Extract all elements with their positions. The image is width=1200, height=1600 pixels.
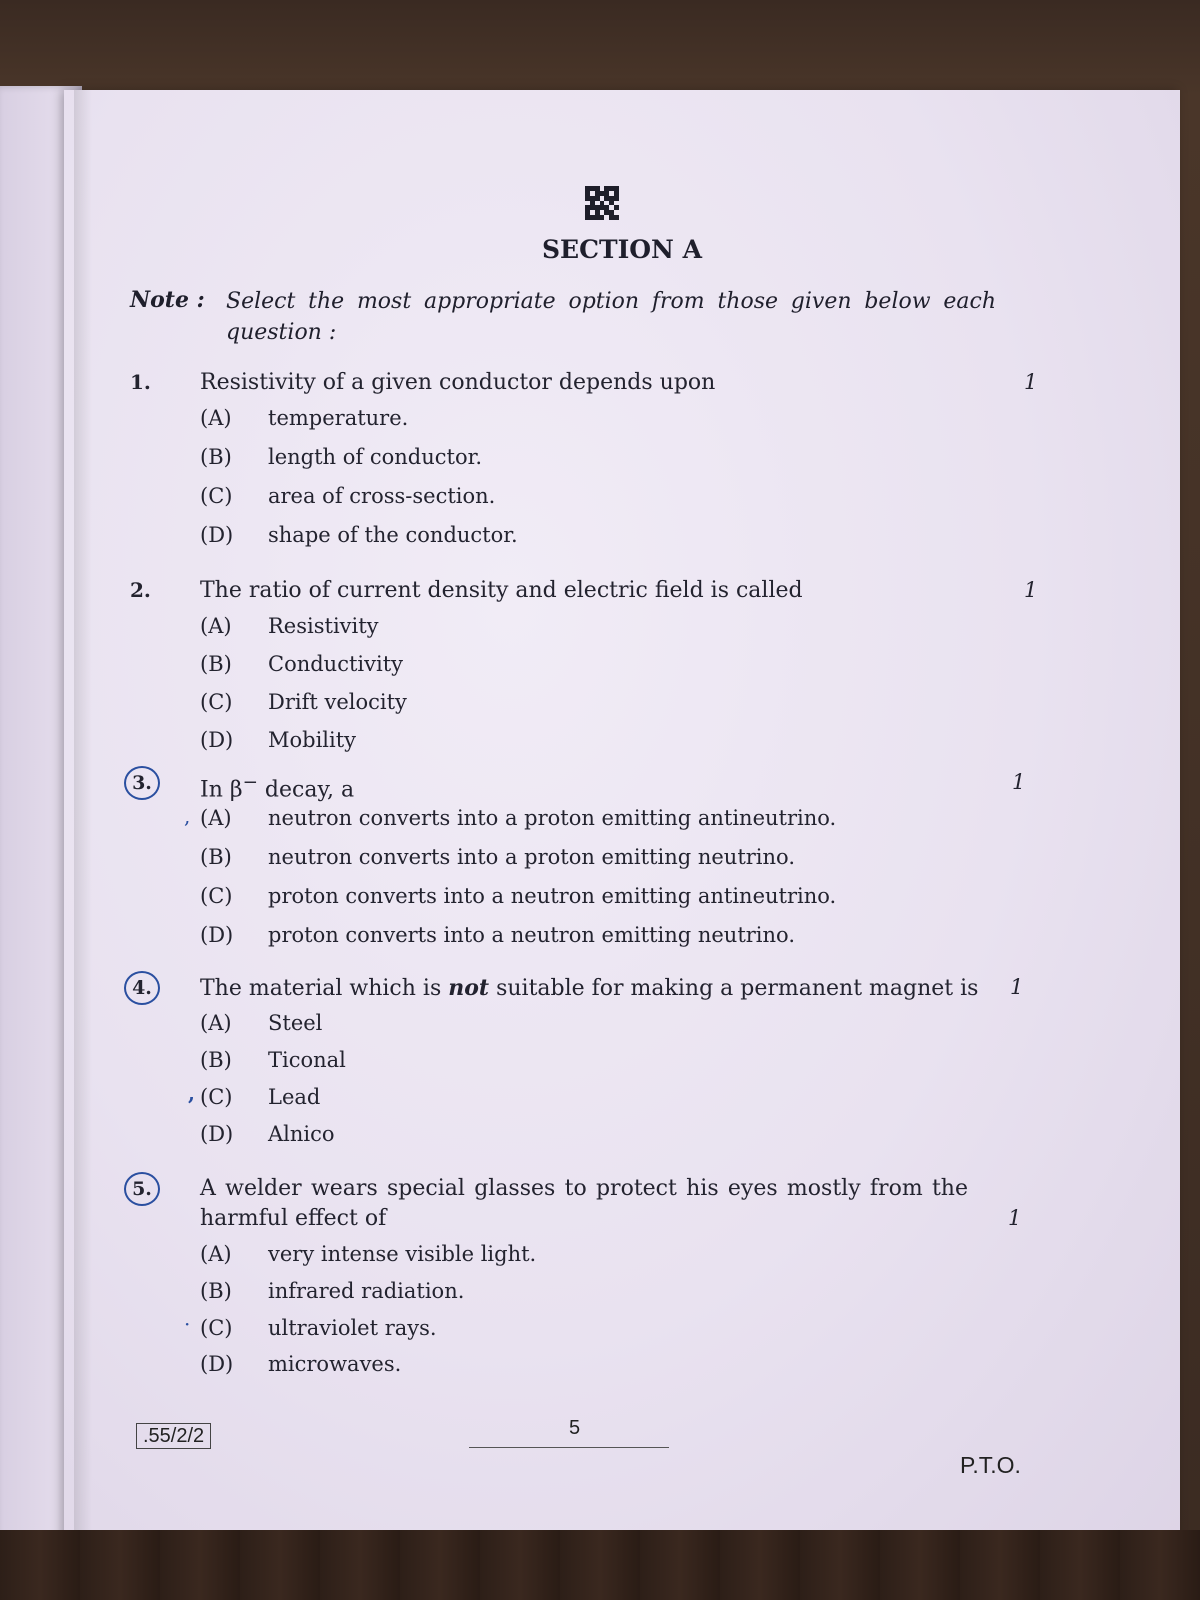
option-label: (C) <box>200 884 233 908</box>
question-number: 2. <box>130 578 151 602</box>
option-label: (B) <box>200 445 232 469</box>
option-text: neutron converts into a proton emitting neutrino. <box>268 845 795 869</box>
question-marks: 1 <box>1010 975 1024 999</box>
option-text: temperature. <box>268 406 409 430</box>
option-c <box>200 1316 437 1340</box>
question-text-before: The material which is <box>200 976 449 1001</box>
option-a <box>200 406 408 430</box>
question-text-prefix: In β <box>200 777 243 803</box>
option-label: (D) <box>200 523 234 547</box>
option-a <box>200 1011 322 1035</box>
option-text: Lead <box>268 1085 321 1109</box>
option-text: microwaves. <box>268 1352 402 1376</box>
question-number: 4. <box>124 971 160 1005</box>
question-marks: 1 <box>1024 578 1038 602</box>
question-text-after: suitable for making a permanent magnet is <box>489 976 979 1001</box>
option-label: (B) <box>200 652 232 676</box>
option-label: (B) <box>200 845 232 869</box>
option-text: length of conductor. <box>268 445 482 469</box>
option-a <box>200 614 379 638</box>
question-text <box>200 973 990 1004</box>
question-text-emphasis: not <box>448 975 490 1001</box>
question-number: 1. <box>130 370 151 394</box>
option-label: (D) <box>200 1352 234 1376</box>
question-text: Resistivity of a given conductor depends upon <box>200 370 716 395</box>
pto-label: P.T.O. <box>960 1452 1021 1478</box>
option-label: (D) <box>200 1122 234 1146</box>
option-d <box>200 523 518 547</box>
option-b <box>200 845 795 869</box>
question-text-suffix: decay, a <box>257 777 355 803</box>
option-b <box>200 445 482 469</box>
option-label: (C) <box>200 690 233 714</box>
option-text: Alnico <box>268 1122 335 1146</box>
option-label: (B) <box>200 1279 232 1303</box>
question-marks: 1 <box>1008 1206 1022 1230</box>
pen-tick-mark: · <box>184 1312 191 1336</box>
option-c <box>200 690 407 714</box>
option-b <box>200 652 403 676</box>
table-surface <box>0 1530 1200 1600</box>
question-text: A welder wears special glasses to protect his eyes mostly from the harmful effect of <box>200 1176 968 1231</box>
option-text: Mobility <box>268 728 357 752</box>
option-label: (A) <box>200 406 232 430</box>
option-text: Conductivity <box>268 652 404 676</box>
option-a <box>200 806 836 830</box>
option-label: (D) <box>200 923 234 947</box>
option-text: Steel <box>268 1011 323 1035</box>
option-c <box>200 1085 320 1109</box>
beta-minus-superscript: − <box>242 772 258 793</box>
option-text: proton converts into a neutron emitting neutrino. <box>268 923 795 947</box>
option-label: (A) <box>200 1011 232 1035</box>
pen-tick-mark: , <box>184 804 191 828</box>
question-text: The ratio of current density and electric field is called <box>200 578 803 603</box>
question-marks: 1 <box>1012 770 1026 794</box>
option-label: (D) <box>200 728 234 752</box>
exam-page <box>64 90 1180 1555</box>
option-label: (A) <box>200 806 232 830</box>
option-text: Drift velocity <box>268 690 407 714</box>
option-label: (A) <box>200 1242 232 1266</box>
option-text: Ticonal <box>268 1048 346 1072</box>
option-d <box>200 1352 401 1376</box>
option-text: area of cross-section. <box>268 484 496 508</box>
page-number: 5 <box>569 1417 581 1439</box>
option-a <box>200 1242 536 1266</box>
option-c <box>200 884 836 908</box>
option-b <box>200 1279 464 1303</box>
option-d <box>200 728 356 752</box>
option-label: (B) <box>200 1048 232 1072</box>
note-text: Select the most appropriate option from those given below each question : <box>226 289 996 345</box>
option-label: (C) <box>200 484 233 508</box>
option-label: (A) <box>200 614 232 638</box>
paper-code: .55/2/2 <box>136 1423 211 1449</box>
option-text: neutron converts into a proton emitting antineutrino. <box>268 806 837 830</box>
option-b <box>200 1048 346 1072</box>
question-marks: 1 <box>1024 370 1038 394</box>
option-d <box>200 923 795 947</box>
option-c <box>200 484 495 508</box>
section-title: SECTION A <box>541 235 703 264</box>
option-label: (C) <box>200 1316 233 1340</box>
qr-code-icon <box>585 186 619 220</box>
page-crease <box>74 90 92 1555</box>
question-text <box>200 768 990 805</box>
pen-tick-mark: , <box>188 1081 195 1105</box>
option-text: shape of the conductor. <box>268 523 518 547</box>
option-text: Resistivity <box>268 614 379 638</box>
option-text: infrared radiation. <box>268 1279 465 1303</box>
question-number: 5. <box>124 1172 160 1206</box>
question-number: 3. <box>124 766 160 800</box>
page-number-rule <box>469 1447 669 1448</box>
option-text: ultraviolet rays. <box>268 1316 437 1340</box>
option-label: (C) <box>200 1085 233 1109</box>
option-d <box>200 1122 335 1146</box>
option-text: proton converts into a neutron emitting antineutrino. <box>268 884 837 908</box>
note-label: Note : <box>130 287 205 313</box>
option-text: very intense visible light. <box>268 1242 537 1266</box>
